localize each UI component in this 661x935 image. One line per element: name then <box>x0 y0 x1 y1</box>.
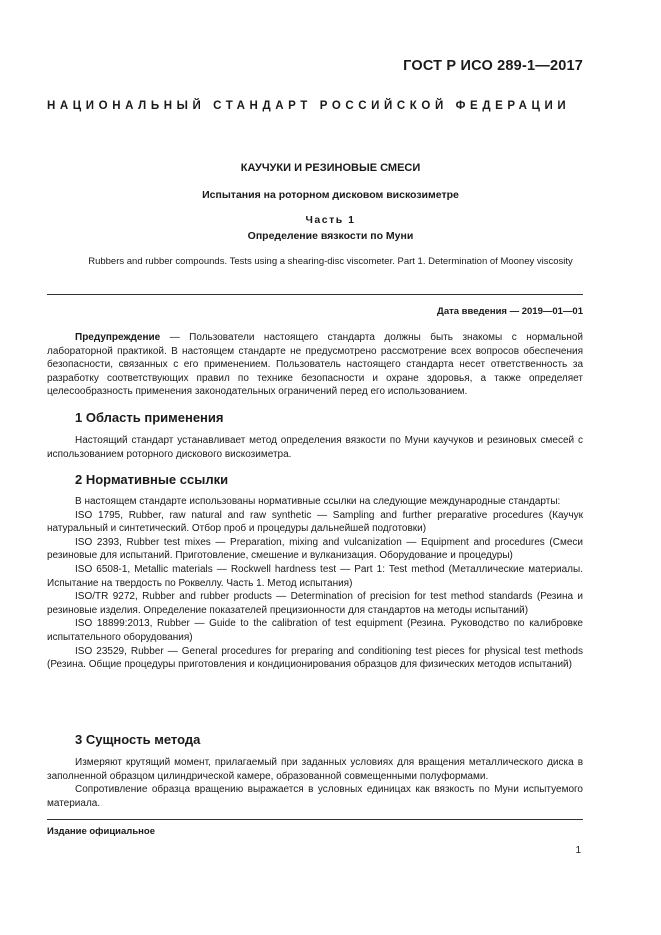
divider-top <box>47 294 583 295</box>
reference-item: ISO/TR 9272, Rubber and rubber products — Determination of precision for test method standards (Резина и резиновые изделия. Определение показателей прецизионности для стандартов на методы испытаний) <box>47 591 583 616</box>
part-title: Определение вязкости по Муни <box>247 230 414 242</box>
reference-item: ISO 1795, Rubber, raw natural and raw synthetic — Sampling and further preparative procedures (Каучук натуральный и синтетический. Отбор проб и процедуры дальнейшей подготовки) <box>47 509 583 535</box>
section-2-body <box>47 495 583 672</box>
section-3-body <box>47 756 583 810</box>
document-number: ГОСТ Р ИСО 289-1—2017 <box>403 58 583 74</box>
official-edition-label: Издание официальное <box>47 826 155 837</box>
national-standard-banner: НАЦИОНАЛЬНЫЙ СТАНДАРТ РОССИЙСКОЙ ФЕДЕРАЦИИ <box>47 100 571 112</box>
warning-text: — Пользователи настоящего стандарта должны быть знакомы с нормальной лабораторной практикой. В настоящем стандарте не предусмотрено рассмотрение всех вопросов обеспечения безопасности, связанных с его применением. Пользователь настоящего стандарта несет ответственность за разработку соответствующих правил по технике безопасности и охране здоровья, а также определяет целесообразность применения законодательных ограничений перед его использованием. <box>47 332 583 398</box>
section-2-heading: 2 Нормативные ссылки <box>75 472 229 487</box>
warning-paragraph <box>47 331 583 399</box>
reference-item: ISO 6508-1, Metallic materials — Rockwell hardness test — Part 1: Test method (Металлические материалы. Испытание на твердость по Роквеллу. Часть 1. Метод испытания) <box>47 563 583 589</box>
reference-item: ISO 18899:2013, Rubber — Guide to the calibration of test equipment (Резина. Руководство по калибровке испытательного оборудования) <box>47 618 583 643</box>
paragraph: В настоящем стандарте использованы нормативные ссылки на следующие международные стандарты: <box>75 496 561 507</box>
paragraph: Сопротивление образца вращению выражается в условных единицах как вязкость по Муни испытуемого материала. <box>47 784 583 809</box>
introduction-date: Дата введения — 2019—01—01 <box>437 306 583 317</box>
section-3-heading: 3 Сущность метода <box>75 732 201 747</box>
warning-label: Предупреждение <box>75 332 161 343</box>
section-1-body <box>47 434 583 461</box>
document-subtitle: Испытания на роторном дисковом вискозиметре <box>202 189 459 201</box>
paragraph: Настоящий стандарт устанавливает метод определения вязкости по Муни каучуков и резиновых смесей с использованием роторного дискового вискозиметра. <box>47 435 583 460</box>
divider-bottom <box>47 819 583 820</box>
reference-item: ISO 2393, Rubber test mixes — Preparation, mixing and vulcanization — Equipment and procedures (Смеси резиновые для испытаний. Приготовление, смешение и вулканизация. Оборудование и процедуры) <box>47 536 583 562</box>
document-title: КАУЧУКИ И РЕЗИНОВЫЕ СМЕСИ <box>240 162 421 174</box>
reference-item: ISO 23529, Rubber — General procedures for preparing and conditioning test pieces for physical test methods (Резина. Общие процедуры приготовления и кондиционирования образцов для физических методов испытаний) <box>47 645 583 671</box>
part-label: Часть 1 <box>305 214 356 226</box>
paragraph: Измеряют крутящий момент, прилагаемый при заданных условиях для вращения металлического диска в заполненной образцом цилиндрической камере, образованной совмещенными полуформами. <box>47 757 583 782</box>
english-title: Rubbers and rubber compounds. Tests using a shearing-disc viscometer. Part 1. Determination of Mooney viscosity <box>88 256 573 267</box>
section-1-heading: 1 Область применения <box>75 410 224 425</box>
warning-block <box>47 331 583 399</box>
page-number: 1 <box>575 845 581 856</box>
